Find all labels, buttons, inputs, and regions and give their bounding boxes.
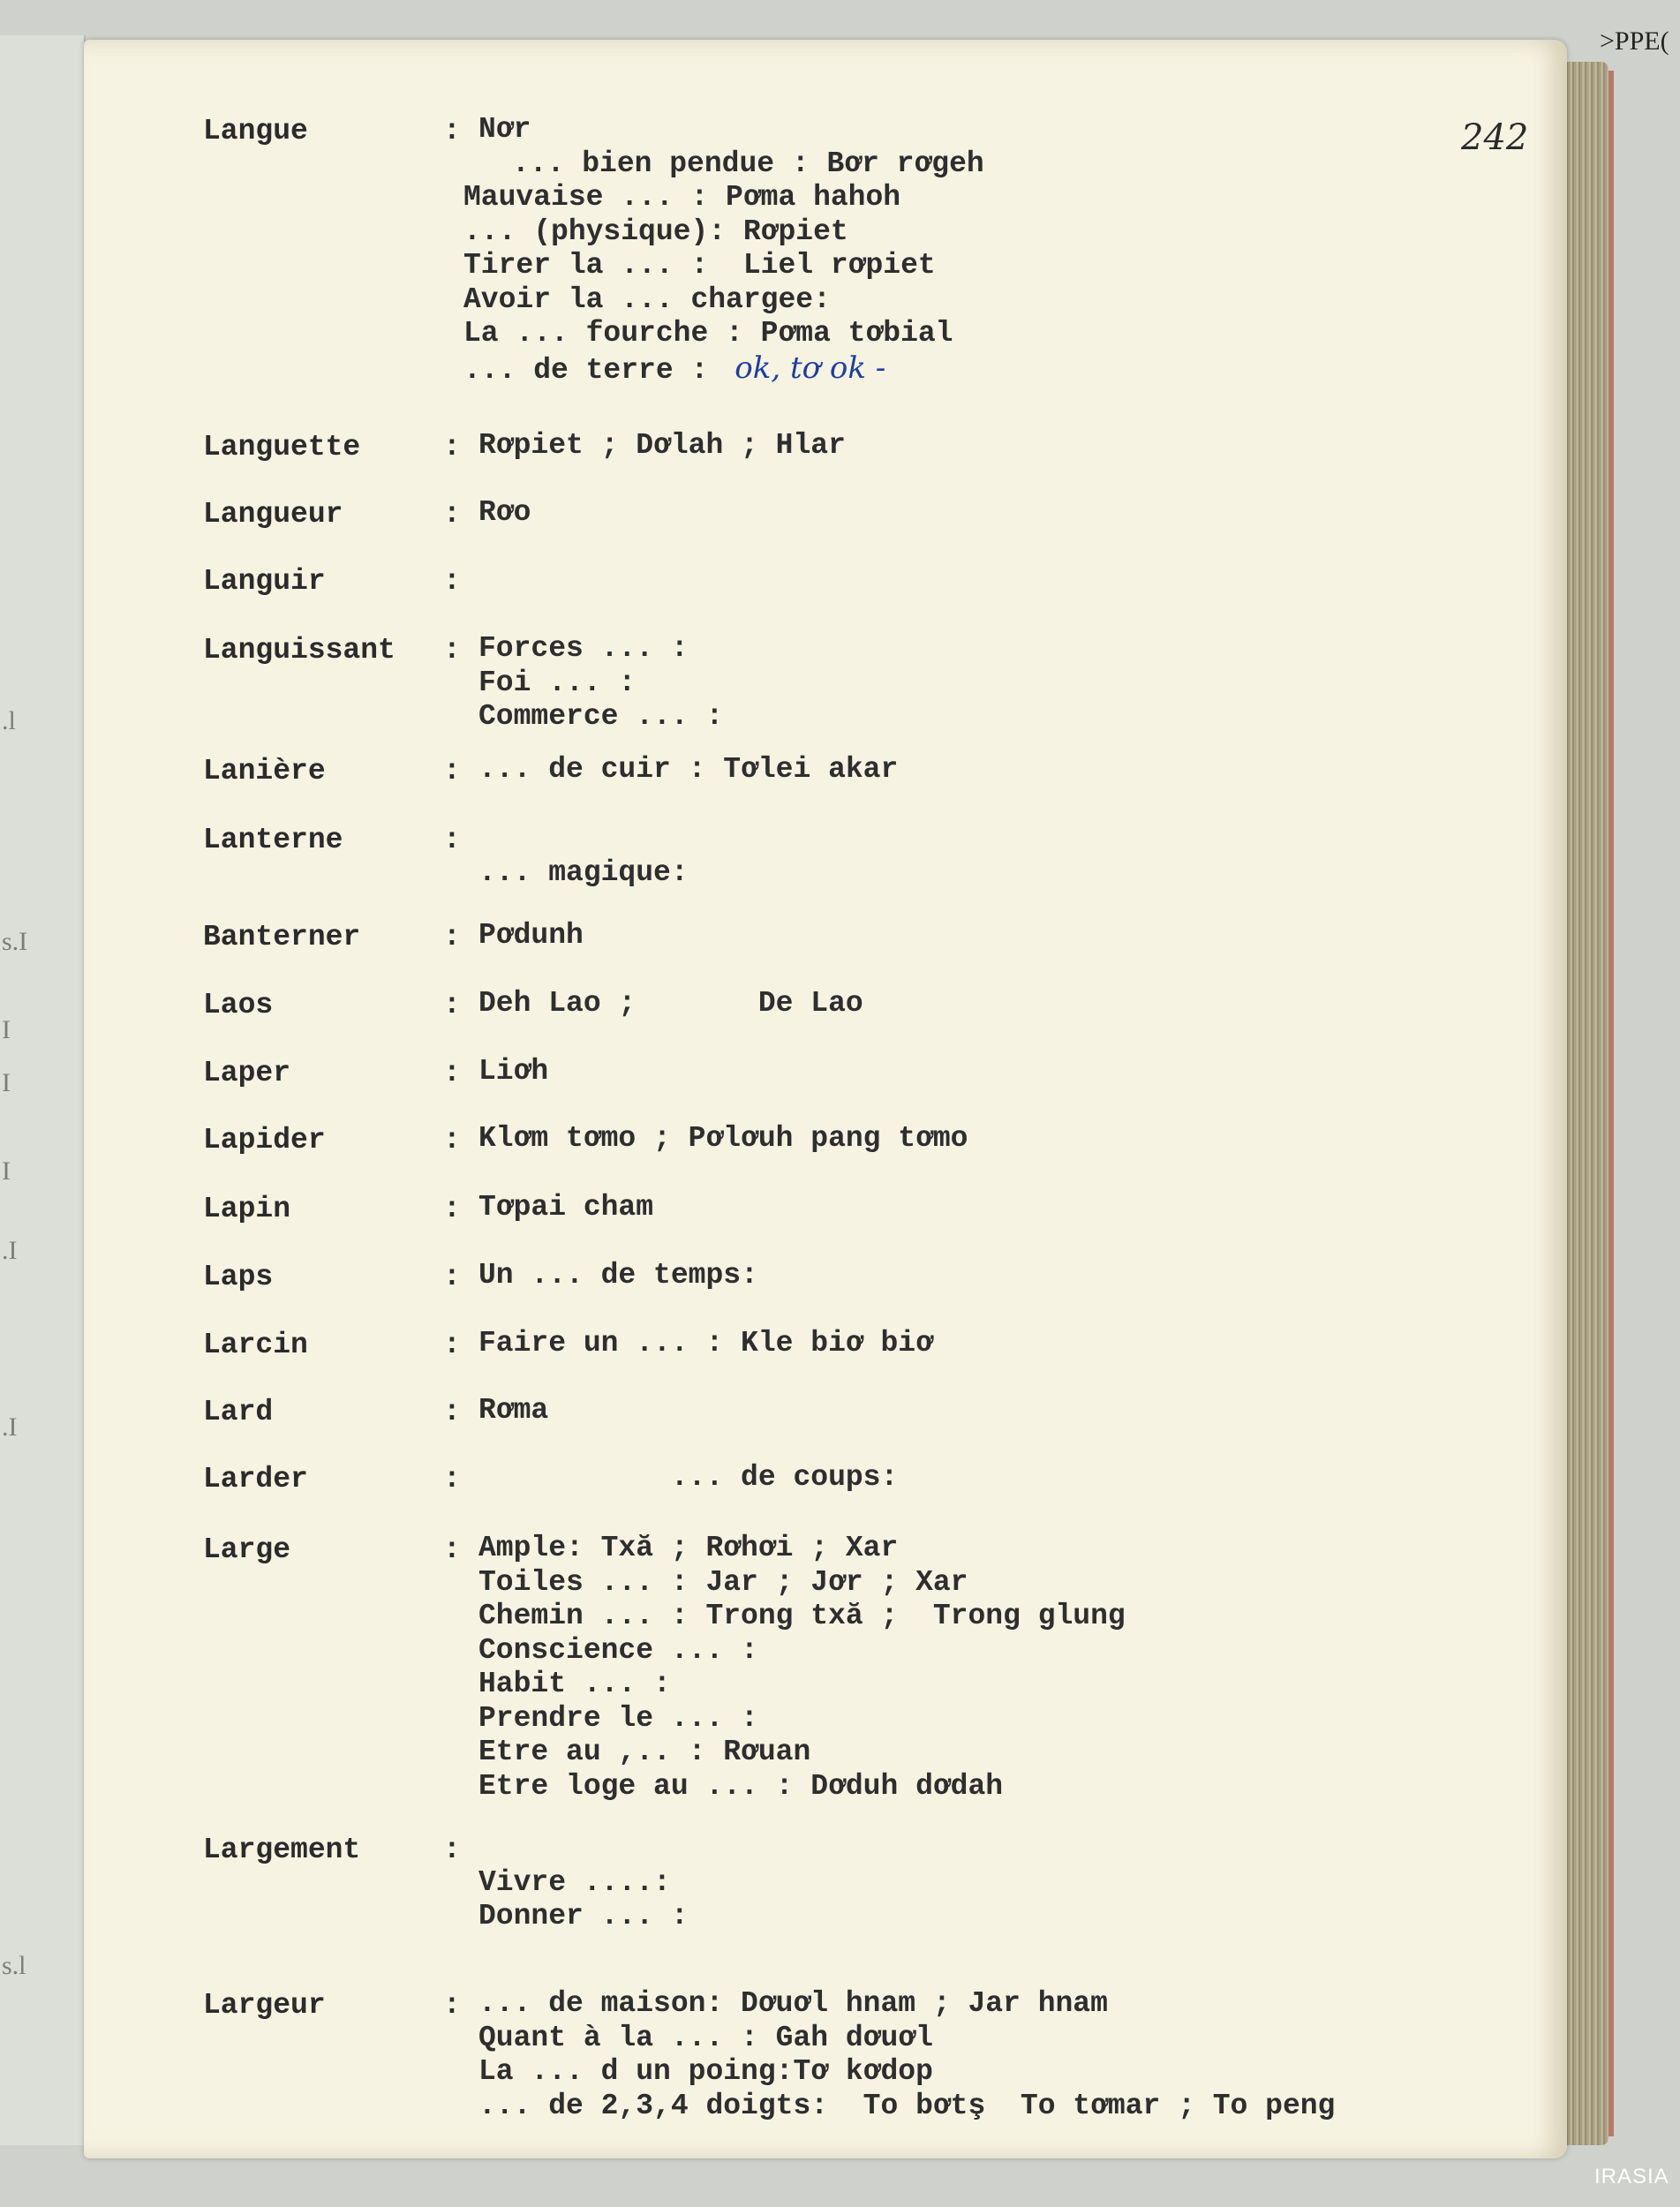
entry-colon: : (443, 921, 461, 953)
entry-definition-line (478, 753, 898, 787)
definition-text: Avoir la ... chargee: (463, 282, 831, 316)
entry-headword: Lanterne (203, 824, 343, 856)
entry-colon: : (443, 1124, 461, 1156)
page-number: 242 (1461, 117, 1529, 158)
entry-headword: Larder (203, 1463, 308, 1495)
definition-text: ... bien pendue : Bơr rơgeh (512, 147, 984, 180)
left-fragment: s.I (2, 927, 28, 956)
entry-definition-line (463, 249, 936, 282)
entry-definition-line (463, 181, 900, 215)
entry-definition-line (478, 1259, 758, 1292)
entry-definition-line (478, 1736, 810, 1769)
left-fragment: I (2, 1015, 11, 1044)
left-fragment: .l (2, 706, 16, 735)
page-edges (1563, 62, 1608, 2145)
entry-colon: : (443, 1261, 461, 1293)
entry-headword: Langueur (203, 498, 343, 531)
definition-text: Chemin ... : Trong txă ; Trong glung (478, 1600, 1126, 1632)
left-fragment: .I (2, 1412, 18, 1442)
definition-text: Deh Lao ; De Lao (478, 987, 863, 1020)
definition-text: La ... fourche : Pơma tơbial (463, 317, 953, 350)
entry-definition-line (478, 1055, 548, 1088)
definition-text: Prendre le ... : (478, 1701, 758, 1735)
entry-headword: Lard (203, 1396, 274, 1428)
entry-colon: : (443, 565, 461, 598)
definition-text: Toiles ... : Jar ; Jơr ; Xar (478, 1565, 968, 1599)
entry-definition-line (478, 919, 584, 953)
entry-definition-line (463, 317, 953, 350)
definition-text: ... de coups: (478, 1461, 899, 1494)
definition-text: Klơm tơmo ; Pơlơuh pang tơmo (478, 1122, 968, 1155)
entry-colon: : (443, 824, 461, 856)
definition-text: ... de maison: Dơuơl hnam ; Jar hnam (478, 1987, 1108, 2020)
entry-definition-line (478, 2055, 933, 2089)
entry-headword: Langue (203, 115, 308, 147)
entry-colon: : (443, 1834, 461, 1866)
entry-headword: Laper (203, 1057, 291, 1089)
definition-text: Mauvaise ... : Pơma hahoh (463, 181, 901, 214)
definition-text: ... (physique): Rơpiet (463, 215, 848, 248)
entry-colon: : (443, 989, 461, 1021)
entry-colon: : (443, 1533, 461, 1566)
entry-colon: : (443, 1396, 461, 1428)
definition-text: Quant à la ... : Gah dơuơl (478, 2021, 933, 2054)
entry-definition-line (512, 147, 984, 181)
definition-text: Habit ... : (478, 1668, 671, 1700)
entry-definition-line (463, 283, 831, 317)
left-fragment: s.l (2, 1951, 26, 1980)
entry-definition-line (478, 429, 846, 463)
entry-colon: : (443, 634, 461, 667)
entry-definition-line (478, 1770, 1003, 1804)
entry-definition-line (478, 496, 531, 530)
entry-definition-line (478, 2090, 1335, 2123)
entry-definition-line (463, 215, 848, 249)
entry-definition-line (478, 1987, 1108, 2021)
definition-text: Etre au ,.. : Rơuan (478, 1736, 811, 1768)
definition-text: Pơdunh (478, 919, 584, 952)
entry-definition-line (478, 1600, 1126, 1633)
definition-text: Nơr (478, 113, 531, 146)
entry-definition-line (478, 667, 636, 700)
definition-text: ... magique: (478, 855, 689, 889)
entry-definition-line (478, 1327, 933, 1360)
entry-definition-line (478, 1900, 689, 1933)
entry-colon: : (443, 1329, 461, 1361)
left-fragment: I (2, 1068, 11, 1097)
entry-colon: : (443, 498, 461, 531)
entry-colon: : (443, 1057, 461, 1089)
entry-headword: Languette (203, 431, 361, 463)
definition-text: Rơpiet ; Dơlah ; Hlar (478, 429, 846, 462)
entry-definition-line (463, 351, 885, 388)
entry-headword: Lanière (203, 755, 326, 787)
entry-colon: : (443, 1193, 461, 1225)
definition-text: Rơma (478, 1394, 549, 1427)
page-edge-red (1608, 71, 1614, 2136)
entry-definition-line (478, 1566, 968, 1600)
definition-text: Liơh (478, 1055, 549, 1088)
entry-headword: Largement (203, 1834, 361, 1866)
corner-mark: >PPE( (1600, 26, 1669, 56)
entry-definition-line (478, 856, 689, 890)
definition-text: Foi ... : (478, 666, 637, 699)
definition-text: Tirer la ... : Liel rơpiet (463, 249, 936, 282)
definition-text: Commerce ... : (478, 700, 724, 733)
entry-colon: : (443, 431, 461, 463)
definition-text: Forces ... : (478, 632, 689, 665)
entry-headword: Lapin (203, 1193, 291, 1225)
handwritten-annotation: ok, tơ ok - (735, 350, 886, 386)
entry-definition-line (478, 1532, 898, 1565)
definition-text: Rơo (478, 496, 531, 529)
entry-headword: Languir (203, 565, 326, 598)
entry-headword: Larcin (203, 1329, 308, 1361)
entry-headword: Languissant (203, 634, 396, 667)
entry-definition-line (478, 700, 723, 734)
entry-colon: : (443, 755, 461, 787)
definition-text: Etre loge au ... : Dơduh dơdah (478, 1769, 1004, 1803)
entry-headword: Lapider (203, 1124, 326, 1156)
entry-colon: : (443, 1989, 461, 2022)
definition-text: ... de terre : (463, 353, 709, 387)
dictionary-page (84, 40, 1567, 2158)
entry-headword: Laps (203, 1261, 274, 1293)
definition-text: ... de 2,3,4 doigts: To bơtş To tơmar ; To peng (478, 2089, 1336, 2122)
definition-text: Faire un ... : Kle biơ biơ (478, 1327, 933, 1360)
entry-definition-line (478, 1866, 671, 1900)
entry-definition-line (478, 2022, 933, 2055)
entry-definition-line (478, 1122, 968, 1156)
entry-definition-line (478, 632, 689, 666)
entry-definition-line (478, 1461, 898, 1495)
entry-headword: Large (203, 1533, 291, 1566)
left-fragment: .I (2, 1236, 18, 1265)
definition-text: ... de cuir : Tơlei akar (478, 753, 899, 786)
entry-definition-line (478, 1634, 758, 1668)
watermark-text: IRASIA (1594, 2165, 1669, 2188)
entry-headword: Laos (203, 989, 274, 1021)
entry-headword: Banterner (203, 921, 361, 953)
entry-definition-line (478, 1702, 758, 1736)
definition-text: Tơpai cham (478, 1191, 654, 1224)
entry-definition-line (478, 1191, 653, 1224)
entry-headword: Largeur (203, 1989, 326, 2022)
left-page (0, 35, 86, 2145)
entry-definition-line (478, 1668, 671, 1701)
entry-definition-line (478, 113, 531, 147)
entry-colon: : (443, 115, 461, 147)
definition-text: La ... d un poing:Tơ kơdop (478, 2055, 933, 2088)
entry-colon: : (443, 1463, 461, 1495)
definition-text: Un ... de temps: (478, 1259, 758, 1292)
definition-text: Conscience ... : (478, 1633, 758, 1667)
definition-text: Ample: Txă ; Rơhơi ; Xar (478, 1532, 899, 1564)
left-fragment: I (2, 1156, 11, 1186)
entry-definition-line (478, 1394, 548, 1427)
definition-text: Donner ... : (478, 1900, 689, 1932)
definition-text: Vivre ....: (478, 1865, 671, 1899)
entry-definition-line (478, 987, 863, 1021)
